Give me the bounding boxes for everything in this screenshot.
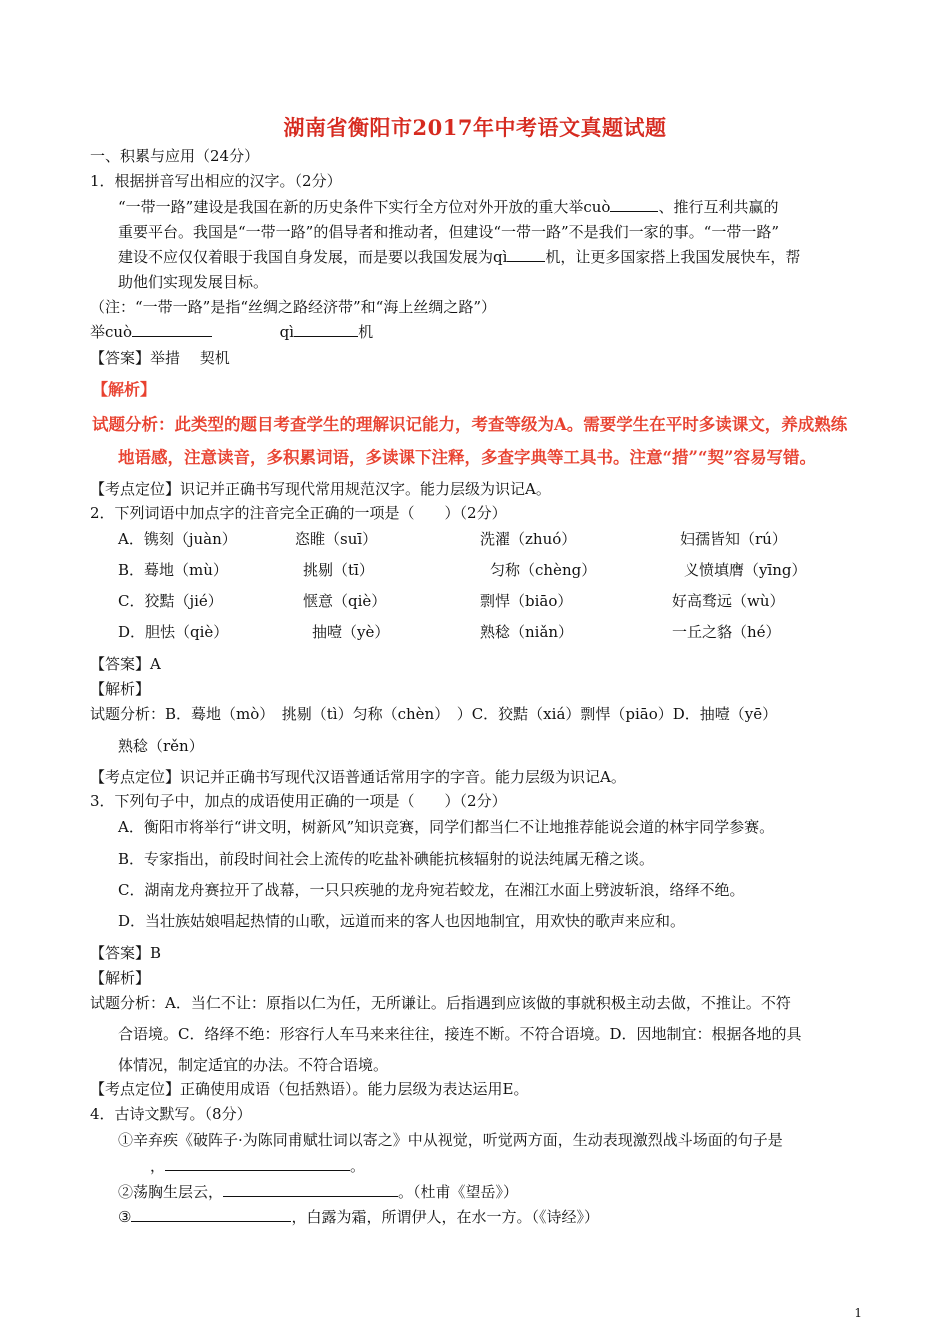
question-1-paragraph: [118, 196, 778, 218]
q3-option-c: C．湖南龙舟赛拉开了战幕，一只只疾驰的龙舟宛若蛟龙，在湘江水面上劈波斩浪，络绎不绝。: [118, 881, 745, 899]
q3-option-b: B．专家指出，前段时间社会上流传的吃盐补碘能抗核辐射的说法纯属无稽之谈。: [118, 850, 655, 868]
q2-option-a-4: 妇孺皆知（rú）: [680, 530, 787, 548]
q4-item2: [118, 1181, 518, 1203]
q3-analysis-line2: 合语境。C．络绎不绝：形容行人车马来来往往，接连不断。不符合语境。D．因地制宜：根据各地的具: [118, 1025, 802, 1043]
q4-item1-line1: ①辛弃疾《破阵子·为陈同甫赋壮词以寄之》中从视觉，听觉两方面，生动表现激烈战斗场面的句子是: [118, 1131, 783, 1149]
q4-item1-suffix: 。: [350, 1157, 366, 1175]
q2-option-d-1: D．胆怯（qiè）: [118, 623, 229, 641]
q1-fill2-label: qì: [279, 323, 295, 341]
q3-option-a: A．衡阳市将举行“讲文明，树新风”知识竞赛，同学们都当仁不让地推荐能说会道的林宇同学参赛。: [118, 818, 775, 836]
q2-option-a-3: 洗濯（zhuó）: [480, 530, 577, 548]
q3-option-d: D．当壮族姑娘唱起热情的山歌，远道而来的客人也因地制宜，用欢快的歌声来应和。: [118, 912, 686, 930]
q2-option-c-3: 剽悍（biāo）: [480, 592, 573, 610]
blank-line: [294, 322, 358, 337]
page-title: 湖南省衡阳市2017年中考语文真题试题: [283, 115, 667, 140]
q1-fill1-label: 举cuò: [90, 323, 133, 341]
q1-para-e: 机，让更多国家搭上我国发展快车，帮: [545, 248, 801, 266]
q2-option-b-3: 匀称（chèng）: [490, 561, 597, 579]
q3-analysis-label: 【解析】: [90, 969, 151, 987]
q1-analysis-label: 【解析】: [92, 380, 157, 399]
q1-analysis-line1: 试题分析：此类型的题目考查学生的理解识记能力，考查等级为A。需要学生在平时多读课文，养成熟练: [92, 415, 848, 434]
q3-point: 【考点定位】正确使用成语（包括熟语）。能力层级为表达运用E。: [90, 1080, 529, 1098]
question-2-stem: 2．下列词语中加点字的注音完全正确的一项是（ ）（2分）: [90, 504, 507, 522]
q4-item1-line2: [150, 1155, 365, 1177]
q2-analysis-line1: 试题分析：B．蓦地（mò） 挑剔（tì）匀称（chèn） ）C．狡黠（xiá）剽悍（piāo）D．抽噎（yē）: [90, 705, 778, 723]
q1-note: （注：“一带一路”是指“丝绸之路经济带”和“海上丝绸之路”）: [90, 298, 497, 316]
question-3-stem: 3．下列句子中，加点的成语使用正确的一项是（ ）（2分）: [90, 792, 507, 810]
q4-item3-suffix: ，白露为霜，所谓伊人，在水一方。（《诗经》）: [291, 1208, 599, 1226]
q1-fill2-suffix: 机: [358, 323, 374, 341]
section-heading: 一、积累与应用（24分）: [90, 147, 260, 165]
page-number: 1: [854, 1306, 862, 1320]
q1-para-f: 助他们实现发展目标。: [118, 273, 269, 291]
blank-line: [165, 1156, 350, 1171]
q4-item2-prefix: ②荡胸生层云，: [118, 1183, 224, 1201]
q2-option-d-4: 一丘之貉（hé）: [672, 623, 781, 641]
question-4-stem: 4．古诗文默写。（8分）: [90, 1105, 252, 1123]
blank-line: [610, 197, 658, 212]
question-1-stem: 1．根据拼音写出相应的汉字。（2分）: [90, 172, 342, 190]
q2-option-b-2: 挑剔（tī）: [303, 561, 374, 579]
q1-para-a: “一带一路”建设是我国在新的历史条件下实行全方位对外开放的重大举cuò: [118, 198, 611, 216]
q4-item3-prefix: ③: [118, 1208, 132, 1226]
q3-analysis-line3: 体情况，制定适宜的办法。不符合语境。: [118, 1056, 389, 1074]
q1-para-d: 建设不应仅仅着眼于我国自身发展，而是要以我国发展为qì: [118, 248, 508, 266]
q1-para-line: [118, 246, 800, 268]
q2-option-d-3: 熟稔（niǎn）: [480, 623, 574, 641]
q2-answer: 【答案】A: [90, 655, 161, 673]
q2-option-b-1: B．蓦地（mù）: [118, 561, 228, 579]
q1-fill-row: [90, 321, 373, 343]
q2-option-c-1: C．狡黠（jié）: [118, 592, 223, 610]
blank-line: [131, 1207, 291, 1222]
q2-option-a-1: A．镌刻（juàn）: [118, 530, 237, 548]
q2-option-d-2: 抽噎（yè）: [312, 623, 390, 641]
q2-option-c-2: 惬意（qiè）: [303, 592, 387, 610]
q2-analysis-line2: 熟稔（rěn）: [118, 737, 204, 755]
blank-line: [507, 247, 545, 262]
q2-point: 【考点定位】识记并正确书写现代汉语普通话常用字的字音。能力层级为识记A。: [90, 768, 626, 786]
q2-option-c-4: 好高骛远（wù）: [672, 592, 785, 610]
q3-analysis-line1: 试题分析：A．当仁不让：原指以仁为任，无所谦让。后指遇到应该做的事就积极主动去做，不推让。不符: [90, 994, 791, 1012]
q4-item3: [118, 1206, 599, 1228]
q4-item2-suffix: 。（杜甫《望岳》）: [398, 1183, 519, 1201]
q4-item1-prefix: ，: [150, 1157, 166, 1175]
q3-answer: 【答案】B: [90, 944, 162, 962]
q2-analysis-label: 【解析】: [90, 680, 151, 698]
q2-option-a-2: 恣睢（suī）: [295, 530, 378, 548]
q1-analysis-line2: 地语感，注意读音，多积累词语，多读课下注释，多查字典等工具书。注意“措”“契”容易写错。: [118, 448, 816, 467]
q1-para-b: 、推行互利共赢的: [658, 198, 779, 216]
q2-option-b-4: 义愤填膺（yīng）: [684, 561, 807, 579]
q1-answer: 【答案】举措 契机: [90, 349, 230, 367]
blank-line: [223, 1182, 398, 1197]
q1-point: 【考点定位】识记并正确书写现代常用规范汉字。能力层级为识记A。: [90, 480, 551, 498]
q1-para-c: 重要平台。我国是“一带一路”的倡导者和推动者，但建设“一带一路”不是我们一家的事。“一带一路”: [118, 223, 780, 241]
blank-line: [132, 322, 212, 337]
